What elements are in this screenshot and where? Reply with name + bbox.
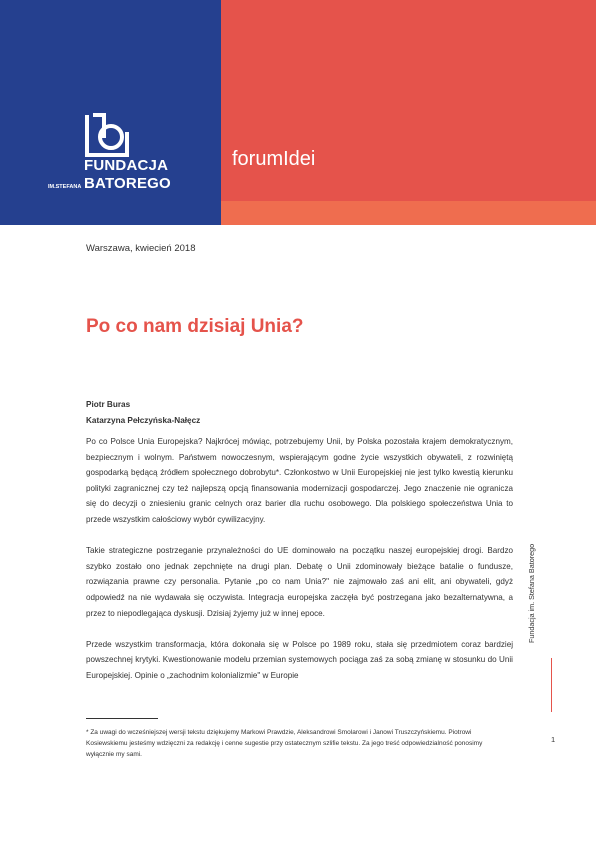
side-accent-rule (551, 658, 552, 712)
paragraph: Przede wszystkim transformacja, która dokonała się w Polsce po 1989 roku, stała się przedmiotem coraz bardziej powszechnej krytyki. Kwestionowanie modelu przemian systemowych pociąga zaś za sobą zmianę w stosunku do Unii Europejskiej. Opinie o „zachodnim kolonializmie" w Europie (86, 639, 513, 680)
series-name: forumIdei (232, 148, 316, 170)
logo-text-im-stefana: IM.STEFANA (48, 184, 82, 190)
paragraph: Po co Polsce Unia Europejska? Najkrócej mówiąc, potrzebujemy Unii, by Polska pozostała krajem demokratycznym, bezpiecznym i wolnym. Państwem nowoczesnym, wspierającym godne życie wszystkich obywateli, z rozwiniętą gospodarką będącą źródłem społecznego dobrobytu*. Członkostwo w Unii Europejskiej nie jest tylko kwestią kierunku polityki zagranicznej czy też najlepszą opcją finansowania modernizacji gospodarczej. Jego znaczenie nie ogranicza się do decyzji o zniesieniu granic celnych oraz barier dla ruchu osobowego. Dla polskiego społeczeństwa Unia to przede wszystkim całościowy wybór cywilizacyjny. (86, 437, 513, 524)
author-list (86, 397, 200, 429)
footnote: * Za uwagi do wcześniejszej wersji tekstu dziękujemy Markowi Prawdzie, Aleksandrowi Smolarowi i Janowi Truszczyńskiemu. Piotrowi Kosiewskiemu jesteśmy wdzięczni za redakcję i cenne sugestie przy ostatecznym szlifie tekstu. Za jego treść odpowiedzialność ponosimy wyłącznie my sami. (86, 729, 483, 758)
foundation-logo-icon (84, 112, 130, 158)
header-orange-band (221, 201, 596, 225)
page-number: 1 (551, 735, 556, 744)
author-name: Katarzyna Pełczyńska-Nałęcz (86, 416, 201, 425)
article-body (86, 434, 513, 699)
footnote-divider (86, 718, 158, 719)
author-name: Piotr Buras (86, 400, 131, 409)
logo-text-batorego: BATOREGO (84, 175, 171, 192)
side-label: Fundacja im. Stefana Batorego (527, 543, 536, 643)
paragraph: Takie strategiczne postrzeganie przynależności do UE dominowało na początku naszej europejskiej drogi. Bardzo szybko zostało ono jednak zepchnięte na drugi plan. Debatę o Unii zdominowały bieżące batalie o fundusze, rozwiązania prawne czy personalia. Pytanie „po co nam Unia?" nie zajmowało zaś ani elit, ani obywateli, gdyż odpowiedź na nie wydawała się oczywista. Integracja europejska zaczęła być postrzegana jako bezalternatywna, a przez to niepodlegająca dyskusji. Dzisiaj żyjemy już w innej epoce. (86, 546, 513, 618)
document-title: Po co nam dzisiaj Unia? (86, 316, 304, 337)
logo-text-fundacja: FUNDACJA (84, 157, 169, 174)
document-date: Warszawa, kwiecień 2018 (86, 243, 196, 254)
